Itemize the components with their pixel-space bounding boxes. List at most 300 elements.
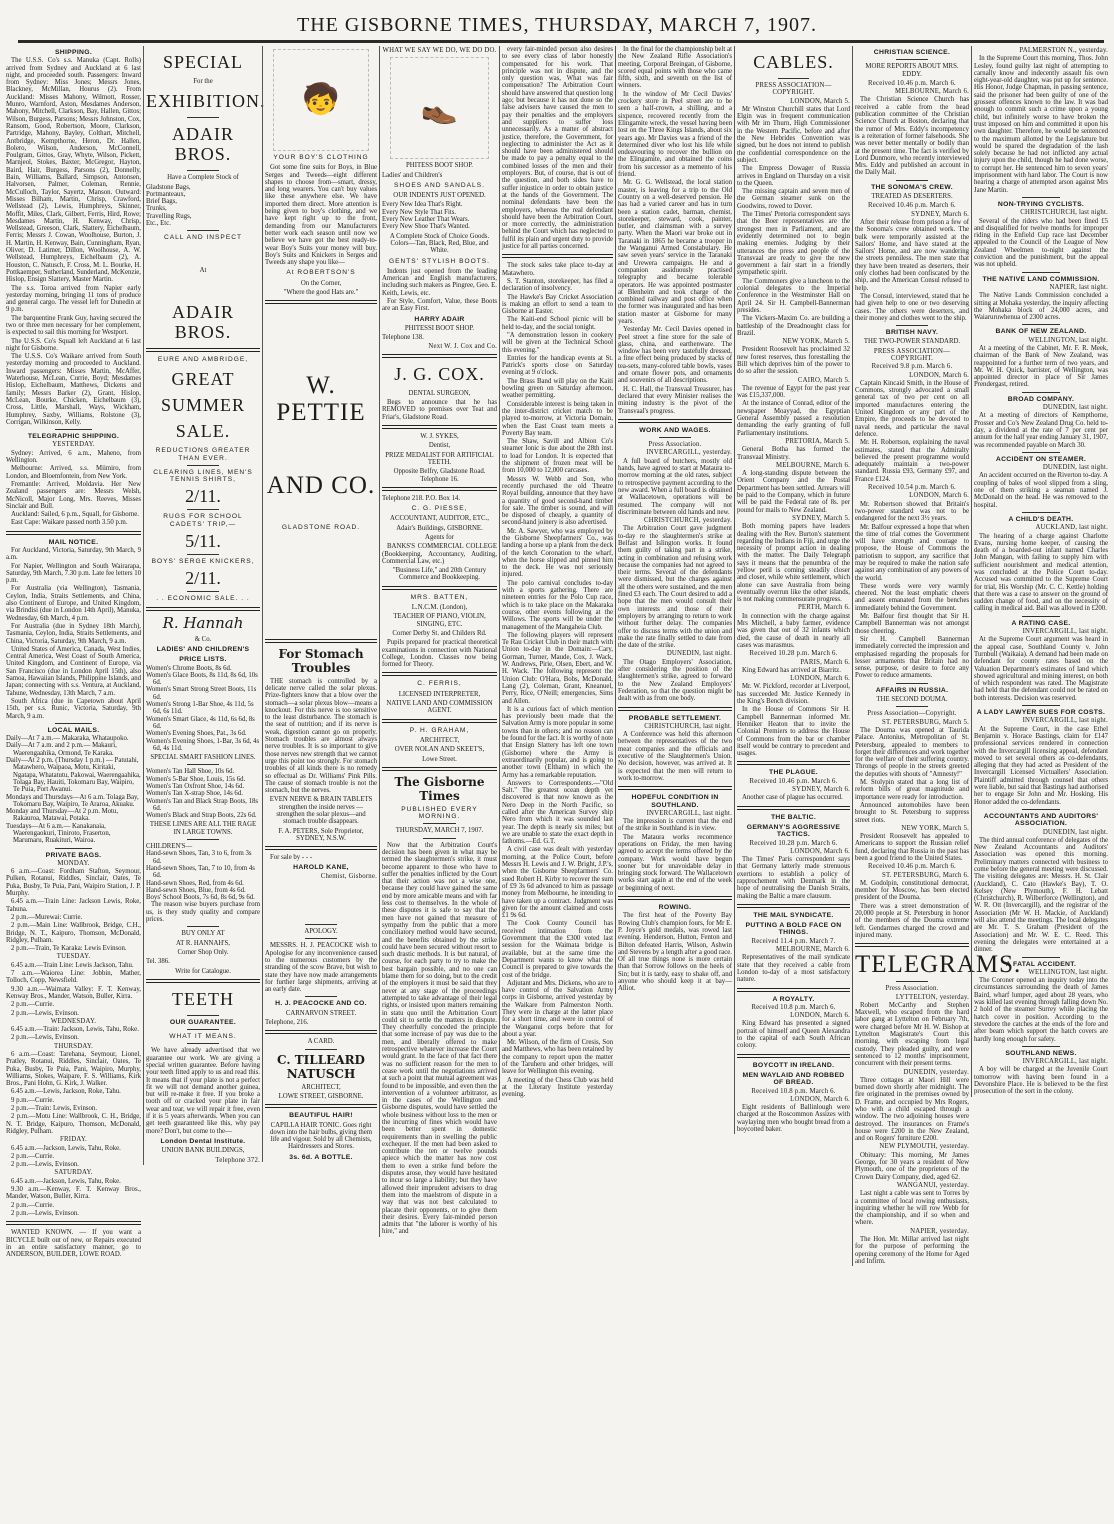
dateline: LONDON, March 6. [909,492,969,500]
centered-text: OUR INDENTS JUST OPENED. [393,192,486,200]
heavy-rule [146,348,260,352]
list-line: Hand-sewn Shoes, Tan, 3 to 6, from 3s 6d. [146,850,252,865]
ad-display-text: SPECIAL [162,52,243,72]
heavy-rule [382,586,497,590]
article-paragraph: Eight residents of Ballinlough were charged at the Roscommon Assizes with waylaying men who bought bread from a boycotted baker. [737,1104,850,1133]
subheading: Received 10.8 p.m. March 6. [751,1087,836,1095]
article-paragraph: United States of America, Canada, West Indies, Central America, West Coast of South America, United Kingdom, and Continent of Europe, via San Francisco (due in London April 15th), also Samoa, Hawaiian Islands, Philippine Islands, and Japan; connecting with s.s. Ventura, at Auckland, Tahune, Wednesday, 13th March, 7 a.m. [6,645,141,697]
divider [896,683,928,684]
article-paragraph: The hearing of a charge against Charlotte Evans, nursing home keeper, of causing the death of a boarded-out infant named Charles John Mangan, with failing to supply him with sufficient nourishment and medical attention, was concluded at the Police Court to-day. Accused was committed to the Supreme Court for trial, His Worship (Mr. C. C. Kettle) holding that there was a case to answer on the ground of sudden change of food, and on the necessity of calling in medical aid. Bail was allowed in £200. [974,532,1108,613]
section-heading: 3s. 6d. A BOTTLE. [289,1153,353,1161]
article-paragraph: An accident occurred on the Riverton to-day. A coupling of bales of wool slipped from a sling, one of them striking a seaman named J. McDonald on the head. He was removed to the hospital. [974,472,1108,509]
centered-text: CAPILLA HAIR TONIC. Goes right down into the hair bulbs, giving them life and vigour. Sold by all Chemists, Hairdressers and Stores. [269,1121,373,1151]
spacer [265,901,377,921]
spacer [265,448,377,468]
divider [187,1015,219,1016]
divider [305,996,336,997]
dateline: MELBOURNE, March 6. [775,946,850,954]
dateline: Chemist, Gisborne. [320,872,377,880]
subheading: Press Association. [648,441,702,449]
heavy-rule [146,607,260,611]
section-heading: THE NATIVE LAND COMMISSION. [982,275,1100,283]
article-paragraph: After their release from prison a few of the Sonoma's crew obtained work. The bulk were temporarily assisted at the Sailors' Home, and have stated at the Sailors' Home, and are now wandering the streets penniless. The men state that they have been treated as deserters, their only clothes had been confiscated by the ship, and the American Consul refused to help. [855,218,969,292]
ad-display-text: GREAT [171,369,235,390]
dateline: PARIS, March 6. [800,658,850,666]
ad-caption: P. H. GRAHAM, [409,726,470,734]
divider [1022,272,1060,273]
divider [187,230,219,231]
dateline: LONDON, March 6. [909,371,969,379]
section-heading: PRIVATE BAGS. [45,851,102,859]
section-heading: LADIES' AND CHILDREN'S [156,645,250,653]
article-paragraph: 2 p.m.—Main Line: Wallbrook, Bridge, C.H., Bridge, N. T., Kaipuro, Thomson, McDonald, Ridgley, Pulham. [6,922,141,944]
article-paragraph: At the instance of Conrad, editor of the newspaper Moayyad, the Egyptian General Assembly passed a resolution demanding the early granting of full Parliamentary institutions. [737,400,850,437]
display-heading: AND CO. [266,472,376,500]
article-paragraph: A boy will be charged at the Juvenile Court tomorrow with having been found in a Devonshire Place. He is believed to be the first prosecution of the sort in the colony. [974,1066,1108,1096]
price-tag: 2/11. [185,568,221,589]
section-heading: WORK AND WAGES. [639,426,711,434]
section-heading: MAIL NOTICE. [48,538,99,546]
article-paragraph: The first heat of the Poverty Bay Rowing Club's champion fours, for Mr E. P. Joyce's gold medals, was rowed last evening. Henderson, Hutton, Fenton and Bilton defeated Harris, Wilson, Ashwin and Stevens by a length after a good race. Of all true things none is more certain than that Sorrow follows on the heels of Sin; but it is tardy, easy to shake off, and anyone who should keep it at bay—Alliot. [618,912,732,993]
article-paragraph: 2 p.m.—Lewis, Evinson. [11,1161,79,1169]
article-paragraph: 6 a.m.—Coast: Tarehana, Seymour, Lionel, Pratley, Rotanui, Riddles, Sinclair, Oates, Te Puka, Busby, Te Puia, Pani, Waipiro, Murphy, Williams, Stokes, Waipare, F. S. Williams, Kirk Bros., Pani Hohn, G. Kirk, J. Walker. [6,1051,141,1088]
list-line: Every New Leather That Wears. [382,216,470,224]
section-heading: BROAD COMPANY. [1007,395,1075,403]
article-paragraph: The following players will represent Te Rau Cricket Club in their match with Union to-day in the Domain:—Cary, Gorman, Turner, Maude, Cox, J. Wack, W. Andrews, Pirie, Olsen, Ebert, and W. H. Wack. The following represent the Union Club: O'Hara, Bobs, McDonald, Lang (2), Coleman, Grant, Kneanuel, Perry, Rice, O'Neill; emergencies, Sims and Allen. [502,631,613,705]
article-paragraph: The s.s. Toroa arrived from Napier early yesterday morning, bringing 11 tons of produce and general cargo. The vessel left for Dunedin at 9 p.m. [6,284,141,314]
dateline: DUNEDIN, last night. [1042,464,1108,472]
list-line: Mondays and Thursdays—At 6 a.m. Tolaga Bay, Tokomaru Bay, Waipiro, Te Araroa, Akuaku. [6,793,139,808]
article-paragraph: At the Supreme Court argument was heard in the appeal case, Southland County v. John Turnbull (Waikaia). A demand had been made on defendant for county rates based on the Valuation Department's estimates of land which showed agricultural and mining interest, on both of which respondent was rated. The Magistrate had held that the defendant could not be rated on both interests. Decision was reserved. [974,636,1108,702]
divider [187,117,219,118]
article-paragraph: M. Stolypin stated that a long list of reform bills of great magnitude and importance were ready for introduction. [855,779,969,801]
centered-text: LOWE STREET, GISBORNE. [278,1092,364,1100]
centered-text: THE SECOND DOUMA. [876,696,948,704]
divider [896,706,928,707]
centered-text: For the [193,78,213,85]
article-paragraph: The Vickers-Maxim Co. are building a battleship of the Dreadnought class for Brazil. [737,315,850,337]
column-7 [734,46,852,1134]
list-line: Ladies' and Children's [382,171,443,179]
article-paragraph: H. C. Hall, the Transvaal Treasurer, has declared that every Minister realises the mining industry is the pivot of the Transvaal's progress. [618,385,732,415]
article-paragraph: The stock sales take place to-day at Matawhero. [502,262,613,277]
heavy-rule [265,1104,377,1108]
section-heading: A CHILD'S DEATH. [1008,515,1074,523]
list-line: Women's Tan X-strap Shoe, 14s 6d. [146,790,243,798]
article-paragraph: 2 p.m.—Murewai: Currie. [11,913,83,921]
subheading: Received 10.46 p.m. March 6. [868,202,956,210]
dateline: LONDON, March 6. [790,1012,850,1020]
dateline: NEW PLYMOUTH, yesterday. [879,1143,969,1151]
article-paragraph: The Mataura works recommence operations on Friday, the men having agreed to accept the terms offered by the company. Work would have begun sooner but for unavoidable delay in bringing stock forward. The Wallacetown works start again at the end of the week or beginning of next. [618,833,732,892]
article-paragraph: Three cottages at Maori Hill were burned down shortly after midnight. The fire originated in the premises owned by D. Frame, and occupied by Mrs Rogers, who with a child escaped through a window. The two adjoining houses were destroyed. The insurances on Frame's house were £200 in the New Zealand, and on Rogers' furniture £200. [855,1076,969,1143]
article-paragraph: East Cape: Waikare passed north 3.50 p.m. [11,519,128,527]
centered-text: THE TWO-POWER STANDARD. [863,338,961,346]
subheading: THURSDAY. [53,1042,93,1050]
divider [778,78,810,79]
article-paragraph: 2 p.m.—Lewis, Evinson. [11,1034,79,1042]
article-paragraph: Messrs W. Webb and Son, who recently purchased the old Theatre Royal building, announce that they have a quantity of good second-hand timber for sale. The timber is sound, and will be disposed of cheaply, a quantity of second-hand joinery is also advertised. [502,475,613,527]
list-line: Women's 5-Bar Shoe, Louis, 15s 6d. [146,775,246,783]
section-heading: ACCOUNTANTS AND AUDITORS' ASSOCIATION. [983,812,1099,828]
article-paragraph: The U.S.S. Co's s.s. Manuka (Capt. Rolls) arrived from Sydney and Auckland at 6 last night, and proceeded south. Passengers: Inward from Sydney: Miss Jones; Messrs Jones, Blackney, McMillan, Hourus (2). From Auckland: Misses Mahony, Wilmott, Rosser, Munro, Warnford, Aston, Mesdames Anderson, Mahony, Mitchell, Clarkson, Bay, Hallen, Gittos; Wilson, Burgess, Parsons; Messrs Johnston, Cox, Ransom, Good, Robertson, Moore, Clarkson, Partridge, Mahony, Bayley, Colthart, Mitchell, Antbridge, Kempthorne, Heron, Dr. Hallen, Bolero, Wilson, Anderson, McConnell, Poulgram, Gittos, Gray, Whyte, Wilson, Pickett, Marnjeol, Stokes, Baxter, McGregor, Hayton, Baird, Hair, Burgess, Parsons (2), Donnelly, Bain, Williams, Ballard, Simpson, Antonsen, Halvorsen, Palmer, Coleman, Rennie, McCulloch, Taylor, Sayertz, Manson. Outward: Misses Bilham, Martin, Chrisp, Crawford, Wellstead (2), Lewis, Humphreys, Skinner, Moffit, Miles, Clark, Gilbert, Ferris, Hird, Rowe; Mesdames Martin, H. Kenway, Chrisp, Wellstead, Greeson, Clark, Slattery, Eichelbaum, Ferris; Messrs J. Cowan, Woolhouse, Burton, J. H. Martin, H. Kenway, Bain, Cunningham, Ryan, Oliver, D. Latimer, Dillon, Woolhouse, A. W. Wellstead, Humphreys, Eichelbaum (2), A. Houston, C. Natusch, F. Cross, M. L. Bourke, H. Pottkaemper, Sutherland, Sunderland, McKenzie, Hislop, Ensign Slattery, Master Martin. [6,57,141,284]
spacer [265,428,377,448]
article-paragraph: The Commoners give a luncheon to the colonial delegates to the Imperial Conference in the Westminster Hall on April 24. Sir H. Campbell-Bannerman presides. [737,277,850,314]
centered-text: Adair's Buildings, GISBORNE. [396,524,483,532]
article-paragraph: Last night a cable was sent to Torres by a committee of local rowing enthusiasts, inquiring whether he will row Webb for the championship, and if so when and where. [855,1190,969,1227]
article-paragraph: The Times' Pretoria correspondent says that the Boer representatives are the strongest men in Parliament, and are evidently determined not to begin making enemies. Judging by their utterances the press and people of the Transvaal are ready to give the new government a fair start in a friendly sympathetic spirit. [737,211,850,277]
article-paragraph: 7 a.m.—Waiorea Line: Jobbin, Mather, Tolloch, Copp, Newsfield. [6,970,141,985]
article-paragraph: A long-standing dispute between the Orient Company and the Postal Department has been settled. Arrears will be paid to the Company, which in future will be paid the Federal rate of 8s. per pound for mails to New Zealand. [737,470,850,514]
ad-caption: EURE AND AMBRIDGE, [157,355,249,363]
centered-text: Agents for [425,533,454,541]
ad-caption: YOUR BOY'S CLOTHING [273,154,369,161]
article-paragraph: Mr. A. Sawyer, who was employed by the Gisborne Sheepfarmers' Co., was landing a horse up a plank from the deck of the ketch Coronation to the wharf, when the horse slipped and pinned him to the deck. He was not seriously injured. [502,527,613,579]
section-heading: A FATAL ACCIDENT. [1005,960,1077,968]
section-heading: MEN WAYLAID AND ROBBED OF BREAD. [742,1071,845,1087]
divider [423,838,455,839]
subheading: PRESS ASSOCIATION—COPYRIGHT. [755,82,832,97]
blackletter-title: C. TILLEARD NATUSCH [277,1052,365,1081]
divider [187,839,219,840]
article-paragraph: Mr. Balfour first thought that Sir H. Campbell Bannerman was not amongst those cheering. [855,613,969,635]
list-line: Hand-sewn Shoes, Red, from 4s 6d. [146,879,244,887]
list-line: Every New Shoe That's Wanted. [382,223,470,231]
section-heading: PUTTING A BOLD FACE ON THINGS. [745,922,842,937]
article-paragraph: S. T. Stanton, storekeeper, has filed a declaration of insolvency. [502,277,613,293]
spacer [265,535,377,555]
section-heading: HARRY ADAIR [414,315,465,323]
section-heading: BANK OF NEW ZEALAND. [995,328,1087,336]
centered-text: L.N.C.M. (London), [411,604,468,612]
divider [1022,1046,1060,1047]
column-4 [379,46,499,1237]
price-tag: 2/11. [185,486,221,507]
dateline: WELLINGTON, last night. [1028,968,1108,976]
dateline: LONDON, March 6. [790,847,850,855]
script-logo: R. Hannah [162,613,244,632]
list-line: Women's Black and Strap Boots, 22s 6d. [146,812,257,820]
spacer [265,555,377,575]
section-heading: AFFAIRS IN RUSSIA. [875,686,949,694]
article-paragraph: 9 p.m.—Currie. [11,1096,55,1104]
spacer [265,881,377,901]
section-heading: PROBABLE SETTLEMENT. [628,714,722,722]
subheading: Received 10.8 p.m. March 6. [751,1003,836,1011]
section-heading: SOUTHLAND NEWS. [1005,1049,1077,1057]
article-paragraph: 6.45 a.m.—Jackson, Lewis, Tahu, Roke. [11,1177,121,1185]
centered-text: W. J. SYKES, [420,433,459,441]
article-paragraph: 6 a.m.—Coast: Fordham Stafton, Seymour, Pulken, Rotanui, Riddles, Sinclair, Oates, Te Puka, Busby, Te Puia, Pani, Waipiro Station, J. P. Murphy. [6,868,141,898]
dateline: PERTH, March 6. [797,604,850,612]
article-paragraph: The Coroner opened an inquiry today into the circumstances surrounding the death of James Baird, wharf lumper, aged about 28 years, who was killed last evening through falling down No. 2 hold of the steamer Surrey while placing the hatch cover in position. According to the stevedore the catches at the ends of the fore and after beam which support the hatch covers are hardly long enough for safety. [974,977,1108,1043]
spacer [265,501,377,521]
article-paragraph: The barquentine Frank Guy, having secured the two or three men necessary for her complement, is expected to sail this morning for Westport. [6,314,141,337]
spacer [146,245,260,265]
article-paragraph: 6.45 a.m.—Train Line: Jackson Lewis, Roke, Tahuna. [6,898,141,913]
column-1 [4,46,143,1259]
list-line: Portmanteaux, [146,190,186,198]
price-tag: 5/11. [185,531,221,552]
spacer [265,595,377,615]
heavy-rule [618,707,732,711]
list-line: Hand-sewn Shoes, Tan, 7 to 10, from 4s 6d. [146,864,255,880]
centered-text: LICENSED INTERPRETER, [398,690,481,698]
ad-caption: PUBLISHED EVERY MORNING. [401,805,478,821]
article-paragraph: Adjutant and Mrs. Dickens, who are to have control of the Salvation Army corps in Gisborne, arrived yesterday by the Waikare from Palmerston North. They were in charge at the latter place for a short time, and were in control of the Wanganui corps before that for about a year. [502,979,613,1038]
dateline: DUNEDIN, yesterday. [903,1068,969,1076]
section-heading: SHIPPING. [54,49,93,56]
divider [55,429,93,430]
article-paragraph: M. Godolpin, constitutional democrat, member for Moscow, has been elected president of the Douma. [855,879,969,902]
ad-caption: GENTS' STYLISH BOOTS. [388,257,491,265]
ad-caption: REDUCTIONS GREATER THAN EVER. [155,447,251,462]
article-paragraph: A Conference was held this afternoon between the representatives of the two meat companies and the officials and executive of the Slaughtermen's Union. No decision, however, was arrived at. It is expected that the men will return to work to-morrow. [618,731,732,782]
article-paragraph: The Kaiti-end School picnic will be held to-day, and the social tonight. [502,316,613,331]
ad-display-text: ADAIR BROS. [172,301,234,342]
ad-display-text: SALE. [175,421,231,442]
article-paragraph: In the window of Mr Cecil Davies' crockery store in Peel street are to be seen a half-crown, a shilling, and a sixpence, recovered recently from the Elingamite wreck, the vessel having been lost on the Three Kings Islands, about six years ago. Mr Davies was a friend of the determined diver who lost his life while endeavouring to recover the bullion on the Elingamite, and obtained the coins from his successor as a memento of his friend. [618,90,732,179]
article-paragraph: WANTED KNOWN. — If you want a BICYCLE built out of new, or Repairs executed in an entire satisfactory manner, go to ANDERSON, BUILDER, LOWE ROAD. [6,1229,141,1259]
dateline: MELBOURNE, March 6. [894,88,969,96]
centered-text: PHITESSI BOOT SHOP. [404,324,475,332]
divider [896,180,928,181]
divider [305,938,336,939]
divider [305,1049,336,1050]
divider [187,554,219,555]
centered-text: OVER NOLAN AND SKEET'S, [394,746,485,754]
ad-caption: At ROBERTSON'S [286,269,356,277]
subheading: Press Association—Copyright. [867,710,957,718]
spacer [265,328,377,348]
list-line: Women's Smart Glace, 4s 11d, 6s 6d, 8s 6d. [146,715,255,730]
article-paragraph: 6.45 a.m.—Lewis, Jackson, Roke, Tahu. [11,1088,121,1096]
dateline: INVERCARGILL, last night. [1022,1058,1108,1066]
heavy-rule [737,806,850,810]
centered-text: ARCHITECT, [301,1083,341,1091]
dateline: SYDNEY, March 6. [792,786,850,794]
section-heading: NON-TRYING CYCLISTS. [997,200,1085,208]
centered-text: A Complete Stock of Choice Goods. Colors—Tan, Black, Red, Blue, and White. [389,232,490,255]
section-heading: THE BALTIC. [770,813,817,821]
article-paragraph: Mr Winston Churchill states that Lord Elgin was in frequent communication with Mr im Thurn, High Commissioner in the Western Pacific, before and after the New Hebrides Convention was signed, but he does not intend to publish the confidential correspondence on the subject. [737,105,850,164]
divider [1022,452,1060,453]
subheading: Received 10.28 p.m. March 6. [749,839,838,847]
centered-text: PRIZE MEDALIST FOR ARTIFICIAL TEETH. [385,451,494,466]
article-paragraph: Obituary: This morning, Mr James George, for 30 years a resident of New Plymouth, one of the proprietors of the Crown Dairy Company, died, aged 62. [855,1151,969,1181]
column-8 [852,46,1022,1266]
blackletter-title: The Gisborne Times [394,774,485,803]
article-paragraph: Robert McCarthy and Stephen Maxwell, who escaped from the hard labor gang at Lyttelton on February 7th, were charged before Mr H. W. Bishop at Lyttelton Magistrate's Court this morning, with escaping from legal custody. They pleaded guilty, and were sentenced to 12 months' imprisonment, concurrent with their present terms. [855,1001,969,1068]
article-paragraph: Sir H. Campbell Bannerman immediately corrected the impression and emphasised regarding the proposals for lesser armaments that Britain had no sense, purpose, or desire to force any Power to reduce armaments. [855,635,969,680]
article-paragraph: Mr. H. Robertson, explaining the naval estimates, stated that the Admiralty believed the present programme would adequately maintain a two-power standard. Russia £93, Germany £97, and France £124. [855,439,969,483]
article-paragraph: Announced automobiles have been brought to St. Petersburg to suppress street riots. [855,801,969,824]
dateline: SYDNEY, March 6. [911,210,969,218]
article-paragraph: Yesterday Mr. Cecil Davies opened in Peel street a fine store for the sale of glass, china, and earthenware. The window has been very tastefully dressed, a fine effect being produced by stacks of tea-sets, many-colored table bowls, vases and ornate flower pots, and ornaments and souvenirs of all descriptions. [618,326,732,385]
article-paragraph: The polo carnival concludes to-day with a sports gathering. There are nineteen entries for the Polo Cup race, which is to take place on the Makaraka course, other events following at the Willows. The sports will be under the management of the Mangaheia Club. [502,579,613,631]
list-line: Tuesdays—At 6 a.m.— Kanakanaia, Waerengaokuri, Tiniroto, Fraserton, Marumaru, Ruakituri, Wairoa. [6,822,111,845]
article-paragraph: At a meeting of the Cabinet, Mr. F. R. Meek, chairman of the Bank of New Zealand, was reappointed for a further term of two years, and Mr. W. H. Quick, barrister, of Wellington, was appointed director in place of Sir James Prendergast, retired. [974,344,1108,389]
divider [1022,705,1060,706]
article-paragraph: For Australia (via Wellington), Tasmania, Ceylon, India, Straits Settlements, and China, also Continent of Europe, and United Kingdom, via Brindisi (due in London 14th April), Manuka, Wednesday, 6th March, 4 p.m. [6,585,141,622]
subheading: Received 10.46 p.m. March 6. [868,863,956,871]
section-heading: THE SONOMA'S CREW. [871,183,953,191]
dateline: INVERCARGILL, yesterday. [646,449,732,457]
heavy-rule [737,1054,850,1058]
dateline: MELBOURNE, March 6. [775,461,850,469]
article-paragraph: 2 p.m.—Currie. [11,1001,55,1009]
dateline: DUNEDIN, last night. [1042,404,1108,412]
heavy-rule [265,300,377,304]
article-paragraph: For Style, Comfort, Value, these Boots are an Easy First. [382,298,497,313]
article-paragraph: 2 p.m.—Motu Line: Wallbrook, C. H., Bridge, N. T. Bridge, Kaipuro, Thomson, McDonald, Ridgley, Pulham. [6,1113,141,1135]
dateline: Telephone 372. [215,1156,260,1164]
spacer [265,308,377,328]
article-paragraph: Answers to Correspondents.—"Old Salt." The greatest ocean depth yet discovered is that now known as the Nero Deep in the North Pacific, so called after the American Survey ship Nero from which it was sounded last year. The depth is nearly six miles; but we are unable to state the exact depth in fathoms.—Ed. G.T. [502,779,613,846]
column-6 [615,46,734,994]
column-3 [262,46,379,1162]
list-line: Daily—At 2 p.m. (Thursday 1 p.m.) — Patutahi, Matawhero, Waipaoa, Motu, Kiritaki, Ngatapa, Whatatutu, Pakowai, Waerengaahika, Tolaga Bay, Hauiti, Tokomaru Bay, Waipiro, Te Puia, Port Awanui. [6,757,141,794]
dateline: INVERCARGILL, last night. [1022,717,1108,725]
divider [1022,616,1060,617]
dateline: INVERCARGILL, last night. [646,809,732,817]
article-paragraph: General Botha has formed the Transvaal Ministry. [737,446,850,461]
divider [1022,392,1060,393]
dateline: PALMERSTON N., yesterday. [1019,47,1108,54]
article-paragraph: 6.45 a.m.—Train: Jackson, Lewis, Tahu, Roke. [11,1026,139,1034]
ad-caption: MRS. BATTEN, [410,593,469,601]
article-paragraph: The third annual conference of delegates of the New Zealand Accountants and Auditors' Association was opened this morning. Preliminary matters connected with business to come before the general meeting were discussed. The visiting delegates are: Messrs. H. St. Clair (Auckland), C. Cato (Hawke's Bay), T. O. Kelsey (New Plymouth), F. H. Lebatt (Christchurch), R. Wilberforce (Wellington), and W. R. Ott (Invercargill), and the registrar of the Association (Mr W. H. Mackie, of Auckland) will also attend the meetings. The local delegates are Mr. T. S. Graham (President of the Association) and Mr. W. E. C. Reed. This evening the delegates were entertained at a dinner. [974,836,1108,954]
centered-text: UNION BANK BUILDINGS, [161,1147,245,1155]
divider [896,325,928,326]
dateline: SYDNEY, March 5. [792,514,850,522]
section-heading: TELEGRAPHIC SHIPPING. [27,433,120,441]
article-paragraph: The Christian Science Church has received a cable from the head publication committee of the Christian Science Church at Boston, declaring that the rumor of Mrs. Eddy's incompetency is a reiteration of former falsehoods. She was never better mentally or bodily than at the present time. The fact is verified by Lord Dunmore, who recently interviewed Mrs. Eddy and published an account in the Daily Mail. [855,96,969,177]
article-paragraph: The Times' Paris correspondent says that Germany latterly made strenuous exertions to establish a policy of rapprochement with Denmark in the hope of neutralising the Danish Straits, making the Baltic a mare clausum. [737,856,850,900]
ad-caption: CLEARING LINES, MEN'S TENNIS SHIRTS, [153,468,253,484]
section-heading: ACCIDENT ON STEAMER. [995,455,1087,463]
centered-text: "Where the good Hats are." [283,289,359,297]
article-paragraph: every fair-minded person also desires to see every class of labor honestly compensated for his work. That principle was not in dispute, and the only question was, What was fair compensation? The Arbitration Court should have answered that question long ago; but because it has not done so the false advisers have caused the men to pay their penalties and the employers and suppliers to suffer loss unnecessarily. As a matter of abstract justice, therefore, the Government, for neglecting to administer the Act as it should have been administered should be made to pay a penalty equal to the combined losses of the men and their employers. But, of course, that is out of the question, and both sides have to suffer injustice in order to obtain justice at the hands of the Government. The nominal defendants have been the employers, whereas the real defendant should have been the Arbitration Court, or more correctly, the administration behind the Court which has neglected to fulfil its plain and urgent duty to provide justice for all parties concerned. [502,46,613,251]
divider [1022,809,1060,810]
display-heading: TELEGRAMS. [855,951,1022,979]
list-line: Brief Bags, [146,198,177,206]
heavy-rule [382,767,497,771]
subheading: WEDNESDAY. [50,1017,97,1025]
list-line: Etc., Etc. [146,220,171,228]
article-paragraph: "A demonstration lesson in cookery will be given at the Technical School this evening." [502,331,613,354]
dateline: CHRISTCHURCH, last night. [1020,209,1108,217]
article-paragraph: President Roosevelt has proclaimed 32 new forest reserves, thus forestalling the Bill which deprives him of the power to do so after the session. [737,346,850,376]
centered-text: ARCHITECT, [419,736,460,744]
article-paragraph: Indents just opened from the leading American and English manufacturers, including such makers as Pingree, Geo. E. Keith, Lewis, etc. [382,267,497,297]
article-paragraph: 9.30 a.m.—Kenway, F. T. Kenway Bros., Mander, Watson, Buller, Kirra. [6,1186,141,1201]
centered-text: BUY ONLY AT [181,930,225,938]
list-line: Tel. 386. [146,958,170,966]
section-heading: ROWING. [658,904,692,912]
dateline: CHRISTCHURCH, last night. [644,722,732,730]
heavy-rule [737,988,850,992]
section-heading: OUR GUARANTEE. [169,1018,237,1026]
spacer [265,615,377,635]
article-paragraph: Mr. G. G. Wellstead, the local station master, is leaving for a trip to the Old Country on a well-deserved pension. He has had a varied career and has in turn been a station cadet, barman, chemist, storekeeper, steward, cook, painter, butler, and claimsman with a survey party. When the Maori war broke out in Taranaki in 1865 he became a trooper in the Wanganui Armed Constabulary. He saw seven years' service in the Taranaki and Urewera campaigns. He and a companion assiduously practised telegraphy and became tolerable operators. He was appointed postmaster at Blenheim and took charge of the combined railway and post office when the former was inaugurated and has been station master at Gisborne for many years. [618,179,732,325]
dateline: WANGANUI, yesterday. [896,1181,969,1189]
article-paragraph: In the House of Commons Sir H. Campbell Bannerman informed Mr. Henniker Heaton that to invite the Colonial Premiers to address the House of Commons from the bar or chamber itself would be contrary to precedent and usages. [737,706,850,758]
ad-display-text: TEETH [172,988,234,1009]
article-paragraph: Melbourne: Arrived, s.s. Miimiro, from London, and Bloemfontein, from New York. [6,465,141,480]
heavy-rule [382,425,497,429]
ad-display-text: J. G. COX. [394,363,485,384]
article-paragraph: South Africa (due in Capetown about April 15th, per s.s. Runic, Victoria, Saturday, 9th March, 9 a.m. [6,697,141,720]
article-paragraph: In connection with the charge against Mrs Mitchell, a baby farmer, evidence was given that out of 32 infants which died, the cause of death in nearly all cases was marasmus. [737,612,850,649]
article-paragraph: The Arbitration Court gave judgment to-day re the slaughtermen's strike at Belfast and Islington works. It found them guilty of taking part in a strike, acting in combination and refusing work because the companies had not agreed to their terms. Several of the defendants were dismissed, but the charges against all the others were sustained, and the men fined £3 each. The Court desired to add a hope that the men would consult their own interests and those of their employers by arranging to return to work without further delay. The companies offer to discuss terms with the union and make the rate finally settled to date from the date of the strike. [618,525,732,650]
ad-caption: CALL AND INSPECT [163,234,243,242]
dateline: ST. PETERSBURG, March 6. [882,871,969,879]
dateline: LONDON, March 5. [790,97,850,105]
divider [187,465,219,466]
article-paragraph: 2 p.m.—Currie. [11,1201,55,1209]
divider [187,764,219,765]
article-paragraph: The reason wise buyers purchase from us, is they study quality and compare prices. [146,901,260,924]
heavy-rule [737,761,850,765]
divider [896,981,928,982]
list-line: Women's Tan and Black Strap Boots, 18s 6d. [146,797,259,812]
subheading: WHAT WE SAY WE DO, WE DO DO. [382,47,497,54]
divider [1022,957,1060,958]
centered-text: On the Corner, [300,279,342,287]
article-paragraph: The impression is current that the end of the strike in Southland is in view. [618,818,732,833]
list-line: Hand-sewn Shoes, Blue, from 4s 6d. [146,886,246,894]
subheading: Received 10.46 p.m. March 6. [868,79,956,87]
article-paragraph: At a meeting of directors of Kempthorne, Prosser and Co's New Zealand Drug Co. held to-day, a dividend at the rate of 7 per cent per annum for the half year ending January 31, 1907, was recommended payable on March 30. [974,412,1109,449]
illustration: 🧒 [273,49,369,151]
article-paragraph: There was a street demonstration of 20,000 people at St. Petersburg in honor of the members of the Douma extreme left. Gendarmes charged the crowd and injured many. [855,902,969,939]
article-paragraph: Now that the Arbitration Court's decision has been given in what may be termed the slaughtermen's strike, it must become apparent to those who have to suffer the penalties inflicted by the Court that their action was not a wise one, because they could have gained the same end by more amicable means and with far less cost to themselves. In the whole of these disputes it is safe to say that the men have not gained that measure of sympathy from the public that a more conciliatory method would have secured, and the benefits obtained by the strike could have been secured without resort to such drastic methods. It is but natural, of course, for each party to try to make the best bargain possible, and no one can blame them for so doing, but to the credit of the employers it must be said that they never at any stage of the proceedings attempted to take advantage of their legal rights, or insisted upon matters remaining in statu quo until the Arbitration Court could sit to settle the matters in dispute. They cheerfully conceded the principle that some increase of pay was due to the men, and liberally offered to make retrospective whatever increase the Court would grant. In the face of that fact there was no sufficient reason for the men to cease work until the negotiations arrived at such a point that mutual agreement was found to be impossible, and even then the intervention of a volunteer arbitrator, as in the cases of the Wellington and Gisborne disputes, would have settled the whole business without loss to the men or the incurring of fines which would have been better spent in domestic requirements than in swelling the public exchequer. If the men had been asked to contribute the ten or twelve pounds apiece which the matter has now cost them to even a strike fund before the disputes arose, they would have hesitated to incur so large a liability; but they have allowed their imprudent advisers to drag them into the maelstrom of dispute in a way that was not best calculated to placate their opponents, or to give them their desires. Every fair-minded person admits that "the laborer is worthy of his hire," and [382,841,497,1236]
centered-text: THURSDAY, MARCH 7, 1907. [395,827,484,835]
article-paragraph: The Brass Band will play on the Kaiti bowling green on Saturday afternoon, weather permitting. [502,377,613,400]
section-heading: A RATING CASE. [1011,619,1071,627]
article-paragraph: The Cook County Council has received intimation from the Government that the £300 voted last session for the Waimata bridge is available, but at the same time the Department wants to know what the Council is prepared to give towards the cost of the bridge. [502,920,613,979]
divider [187,591,219,592]
article-paragraph: Auckland: Sailed, 6 p.m., Squall, for Gisborne. [11,511,139,519]
dateline: ST. PETERSBURG, March 5. [882,718,969,726]
article-paragraph: 9.30 a.m.—Waimata Valley: F. T. Kenway, Kenway Bros., Mander, Watson, Buller, Kirra. [6,985,141,1000]
list-line: Women's Tan Oxfront Shoe, 14s 6d. [146,782,245,790]
ad-display-text: CABLES. [753,52,834,72]
blackletter-title: For Stomach Troubles [278,646,364,675]
dateline: PRETORIA, March 5. [785,437,850,445]
article-paragraph: The Consul, interviewed, stated that he had given help to one or two deserving cases. The others were deserters, and their money and clothes went to the ship. [855,292,969,322]
centered-text: TEACHER OF PIANO, VIOLIN, SINGING, ETC. [393,613,486,628]
ad-caption: . . ECONOMIC SALE. . . [156,595,250,603]
ad-display-text: SUMMER [160,395,246,416]
article-paragraph: 2 p.m.—Lewis, Evinson. [11,1209,79,1217]
dateline: NEW YORK, March 5. [782,338,850,346]
dateline: AUCKLAND, last night. [1035,524,1108,532]
list-line: Trunks, [146,205,167,213]
list-line: Gladstone Bags, [146,183,191,191]
heavy-rule [265,846,377,850]
divider [305,924,336,925]
subheading: Received 10.28 p.m. March 6. [749,650,838,658]
centered-text: Write for Catalogue. [175,967,231,975]
list-line: Women's Evening Shoes, Pat., 3s 6d. [146,730,247,738]
dateline: NAPIER, last night. [1049,283,1108,291]
section-heading: GERMANY'S AGGRESSIVE TACTICS. [746,823,841,839]
article-paragraph: The missing captain and seven men of the German steamer sunk on the Goodwins, rowed to Dover. [737,188,850,210]
list-line: Telephone 218. P.O. Box 14. [382,494,461,502]
article-paragraph: These words were very warmly cheered. Not the least emphatic cheers and assent emanated from the benches immediately behind the Government. [855,582,969,612]
